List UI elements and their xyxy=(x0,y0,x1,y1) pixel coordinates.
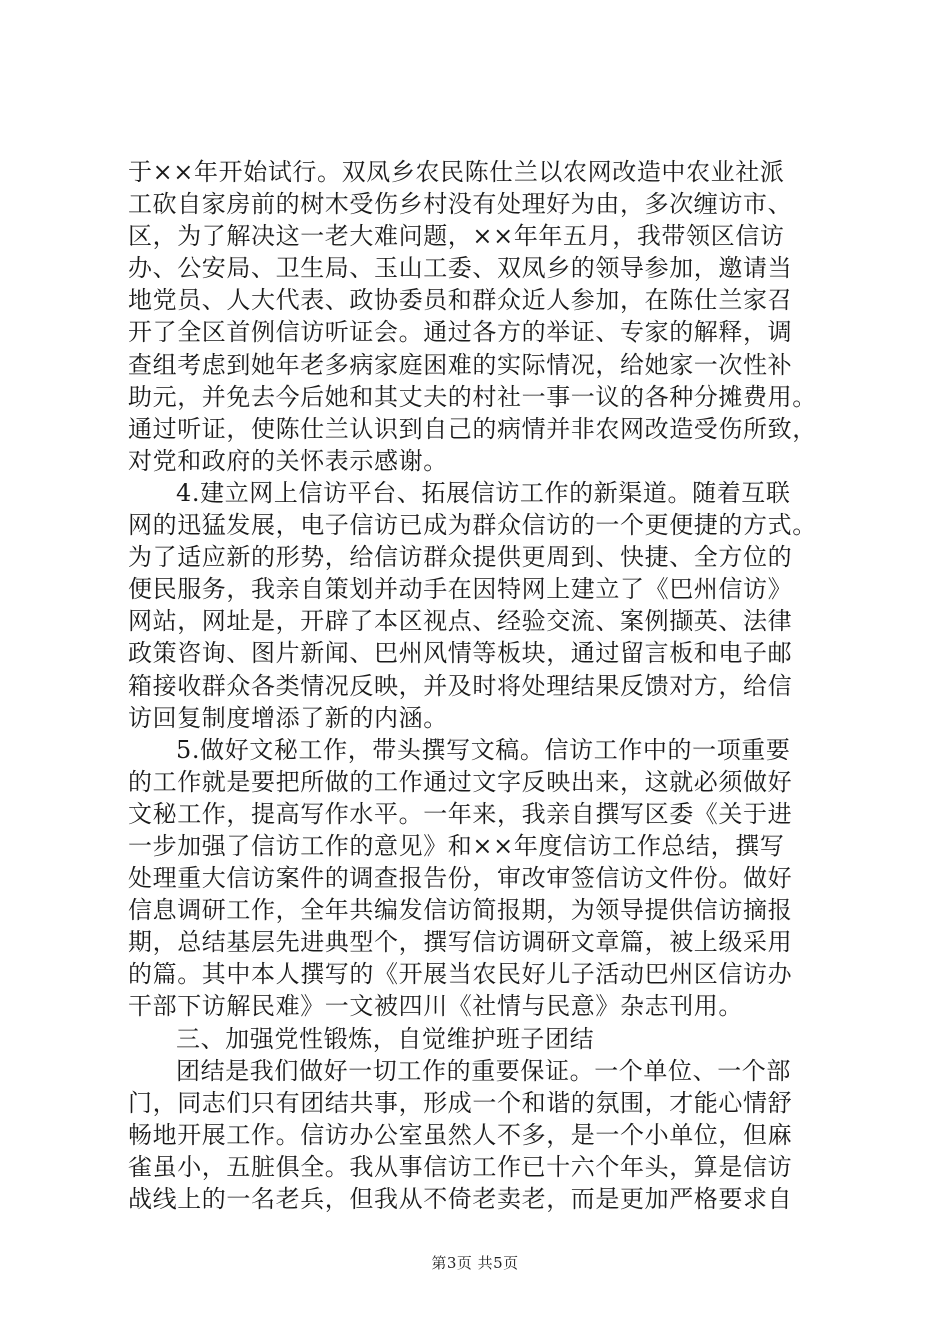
text-line: 雀虽小，五脏俱全。我从事信访工作已十六个年头，算是信访 xyxy=(128,1152,793,1181)
text-line: 处理重大信访案件的调查报告份，审改审签信访文件份。做好 xyxy=(128,864,793,893)
text-line: 5.做好文秘工作，带头撰写文稿。信访工作中的一项重要 xyxy=(176,735,791,764)
text-line: 地党员、人大代表、政协委员和群众近人参加，在陈仕兰家召 xyxy=(128,286,793,315)
text-line: 畅地开展工作。信访办公室虽然人不多，是一个小单位，但麻 xyxy=(128,1120,793,1149)
text-line: 对党和政府的关怀表示感谢。 xyxy=(128,446,448,475)
text-line: 一步加强了信访工作的意见》和××年度信访工作总结，撰写 xyxy=(128,831,785,860)
text-line: 干部下访解民难》一文被四川《社情与民意》杂志刊用。 xyxy=(128,992,743,1021)
text-line: 助元，并免去今后她和其丈夫的村社一事一议的各种分摊费用。 xyxy=(128,382,817,411)
text-line: 开了全区首例信访听证会。通过各方的举证、专家的解释，调 xyxy=(128,318,793,347)
page-footer: 第3页 共5页 xyxy=(431,1254,519,1272)
text-line: 于××年开始试行。双凤乡农民陈仕兰以农网改造中农业社派 xyxy=(128,158,785,186)
text-line: 的工作就是要把所做的工作通过文字反映出来，这就必须做好 xyxy=(128,767,793,796)
text-line: 4.建立网上信访平台、拓展信访工作的新渠道。随着互联 xyxy=(176,478,791,507)
text-line: 箱接收群众各类情况反映，并及时将处理结果反馈对方，给信 xyxy=(128,671,793,700)
text-line: 文秘工作，提高写作水平。一年来，我亲自撰写区委《关于进 xyxy=(128,799,793,828)
text-line: 便民服务，我亲自策划并动手在因特网上建立了《巴州信访》 xyxy=(128,575,793,604)
text-line: 期，总结基层先进典型个，撰写信访调研文章篇，被上级采用 xyxy=(128,928,793,957)
text-line: 区，为了解决这一老大难问题，××年年五月，我带领区信访 xyxy=(128,222,785,251)
text-line: 访回复制度增添了新的内涵。 xyxy=(128,703,448,732)
text-line: 政策咨询、图片新闻、巴州风情等板块，通过留言板和电子邮 xyxy=(128,639,793,668)
text-line: 查组考虑到她年老多病家庭困难的实际情况，给她家一次性补 xyxy=(128,350,793,379)
text-line: 信息调研工作，全年共编发信访简报期，为领导提供信访摘报 xyxy=(128,896,793,925)
text-line: 工砍自家房前的树木受伤乡村没有处理好为由，多次缠访市、 xyxy=(128,190,793,219)
text-line: 三、加强党性锻炼，自觉维护班子团结 xyxy=(176,1024,595,1053)
text-line: 战线上的一名老兵，但我从不倚老卖老，而是更加严格要求自 xyxy=(128,1185,793,1213)
text-line: 网站，网址是，开辟了本区视点、经验交流、案例撷英、法律 xyxy=(128,607,793,636)
body-text xyxy=(128,156,848,1215)
text-line: 为了适应新的形势，给信访群众提供更周到、快捷、全方位的 xyxy=(128,543,793,572)
text-line: 办、公安局、卫生局、玉山工委、双凤乡的领导参加，邀请当 xyxy=(128,254,793,283)
text-line: 的篇。其中本人撰写的《开展当农民好儿子活动巴州区信访办 xyxy=(128,960,793,989)
text-line: 门，同志们只有团结共事，形成一个和谐的氛围，才能心情舒 xyxy=(128,1088,793,1117)
text-line: 网的迅猛发展，电子信访已成为群众信访的一个更便捷的方式。 xyxy=(128,511,817,540)
text-line: 通过听证，使陈仕兰认识到自己的病情并非农网改造受伤所致， xyxy=(128,414,817,443)
text-line: 团结是我们做好一切工作的重要保证。一个单位、一个部 xyxy=(176,1056,791,1085)
